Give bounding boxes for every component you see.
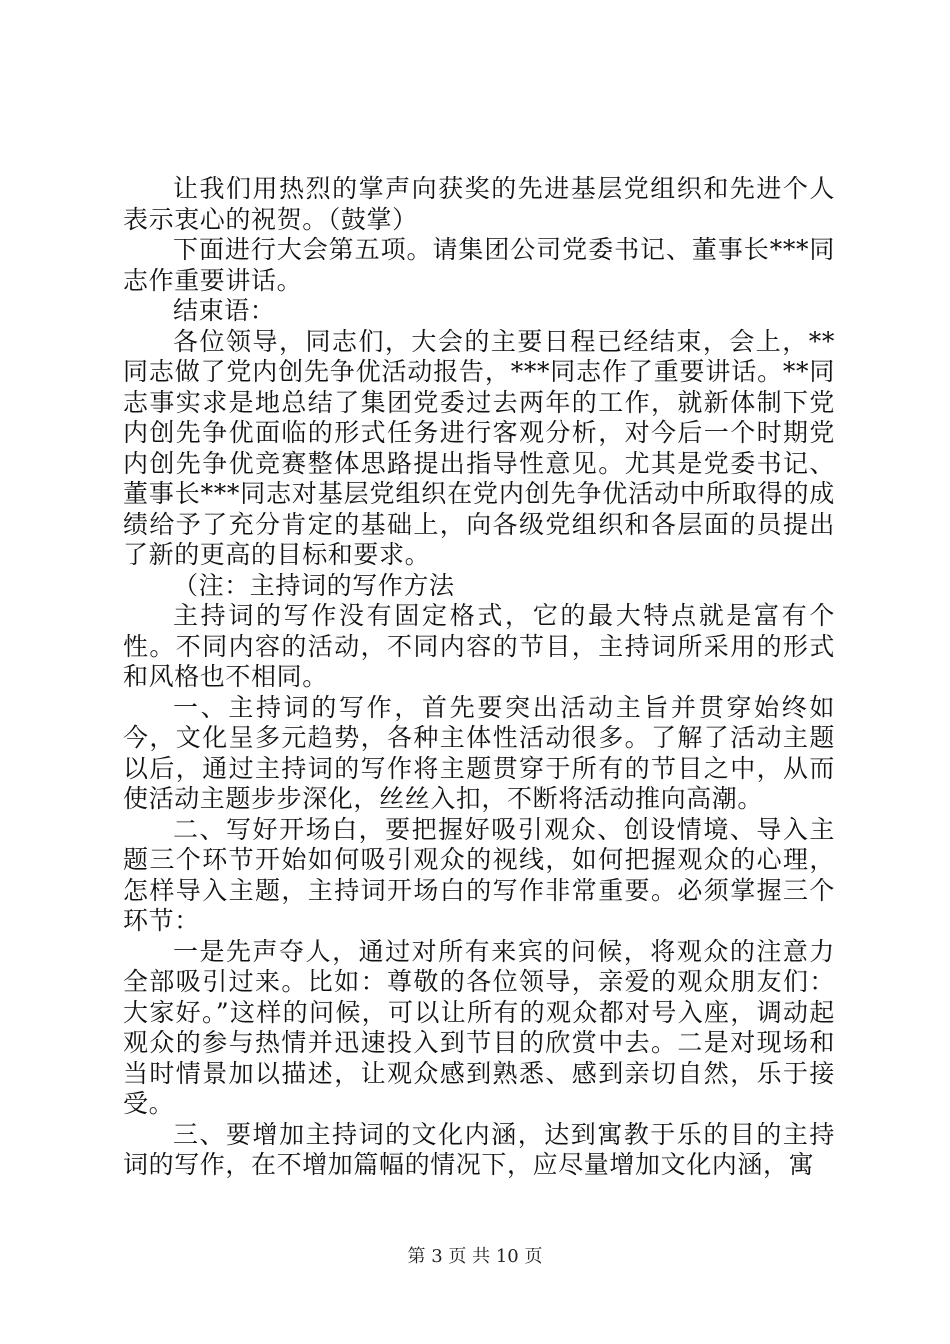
paragraph-point-two: 二、写好开场白，要把握好吸引观众、创设情境、导入主题三个环节开始如何吸引观众的视线，如何把握观众的心理，怎样导入主题，主持词开场白的写作非常重要。必须掌握三个环节： bbox=[123, 814, 835, 935]
document-body bbox=[123, 174, 835, 1181]
page-number-footer: 第 3 页 共 10 页 bbox=[407, 1246, 543, 1267]
paragraph-point-two-details: 一是先声夺人，通过对所有来宾的问候，将观众的注意力全部吸引过来。比如：尊敬的各位领导，亲爱的观众朋友们：大家好。”这样的问候，可以让所有的观众都对号入座，调动起观众的参与热情并迅速投入到节目的欣赏中去。二是对现场和当时情景加以描述，让观众感到熟悉、感到亲切自然，乐于接受。 bbox=[123, 936, 835, 1118]
paragraph-closing-remarks: 各位领导，同志们，大会的主要日程已经结束，会上，**同志做了党内创先争优活动报告，***同志作了重要讲话。**同志事实求是地总结了集团党委过去两年的工作，就新体制下党内创先争优面临的形式任务进行客观分析，对今后一个时期党内创先争优竞赛整体思路提出指导性意见。尤其是党委书记、董事长***同志对基层党组织在党内创先争优活动中所取得的成绩给予了充分肯定的基础上，向各级党组织和各层面的员提出了新的更高的目标和要求。 bbox=[123, 326, 835, 569]
paragraph-writing-intro: 主持词的写作没有固定格式，它的最大特点就是富有个性。不同内容的活动，不同内容的节目，主持词所采用的形式和风格也不相同。 bbox=[123, 601, 835, 691]
paragraph-agenda-item-five: 下面进行大会第五项。请集团公司党委书记、董事长***同志作重要讲话。 bbox=[123, 235, 835, 295]
paragraph-point-three: 三、要增加主持词的文化内涵，达到寓教于乐的目的主持词的写作，在不增加篇幅的情况下，应尽量增加文化内涵，寓 bbox=[123, 1119, 835, 1179]
paragraph-applause: 让我们用热烈的掌声向获奖的先进基层党组织和先进个人表示衷心的祝贺。（鼓掌） bbox=[123, 174, 835, 234]
paragraph-closing-heading: 结束语： bbox=[173, 296, 276, 325]
paragraph-point-one: 一、主持词的写作，首先要突出活动主旨并贯穿始终如今，文化呈多元趋势，各种主体性活动很多。了解了活动主题以后，通过主持词的写作将主题贯穿于所有的节目之中，从而使活动主题步步深化，丝丝入扣，不断将活动推向高潮。 bbox=[123, 692, 835, 813]
paragraph-note-heading: （注：主持词的写作方法 bbox=[173, 570, 455, 600]
